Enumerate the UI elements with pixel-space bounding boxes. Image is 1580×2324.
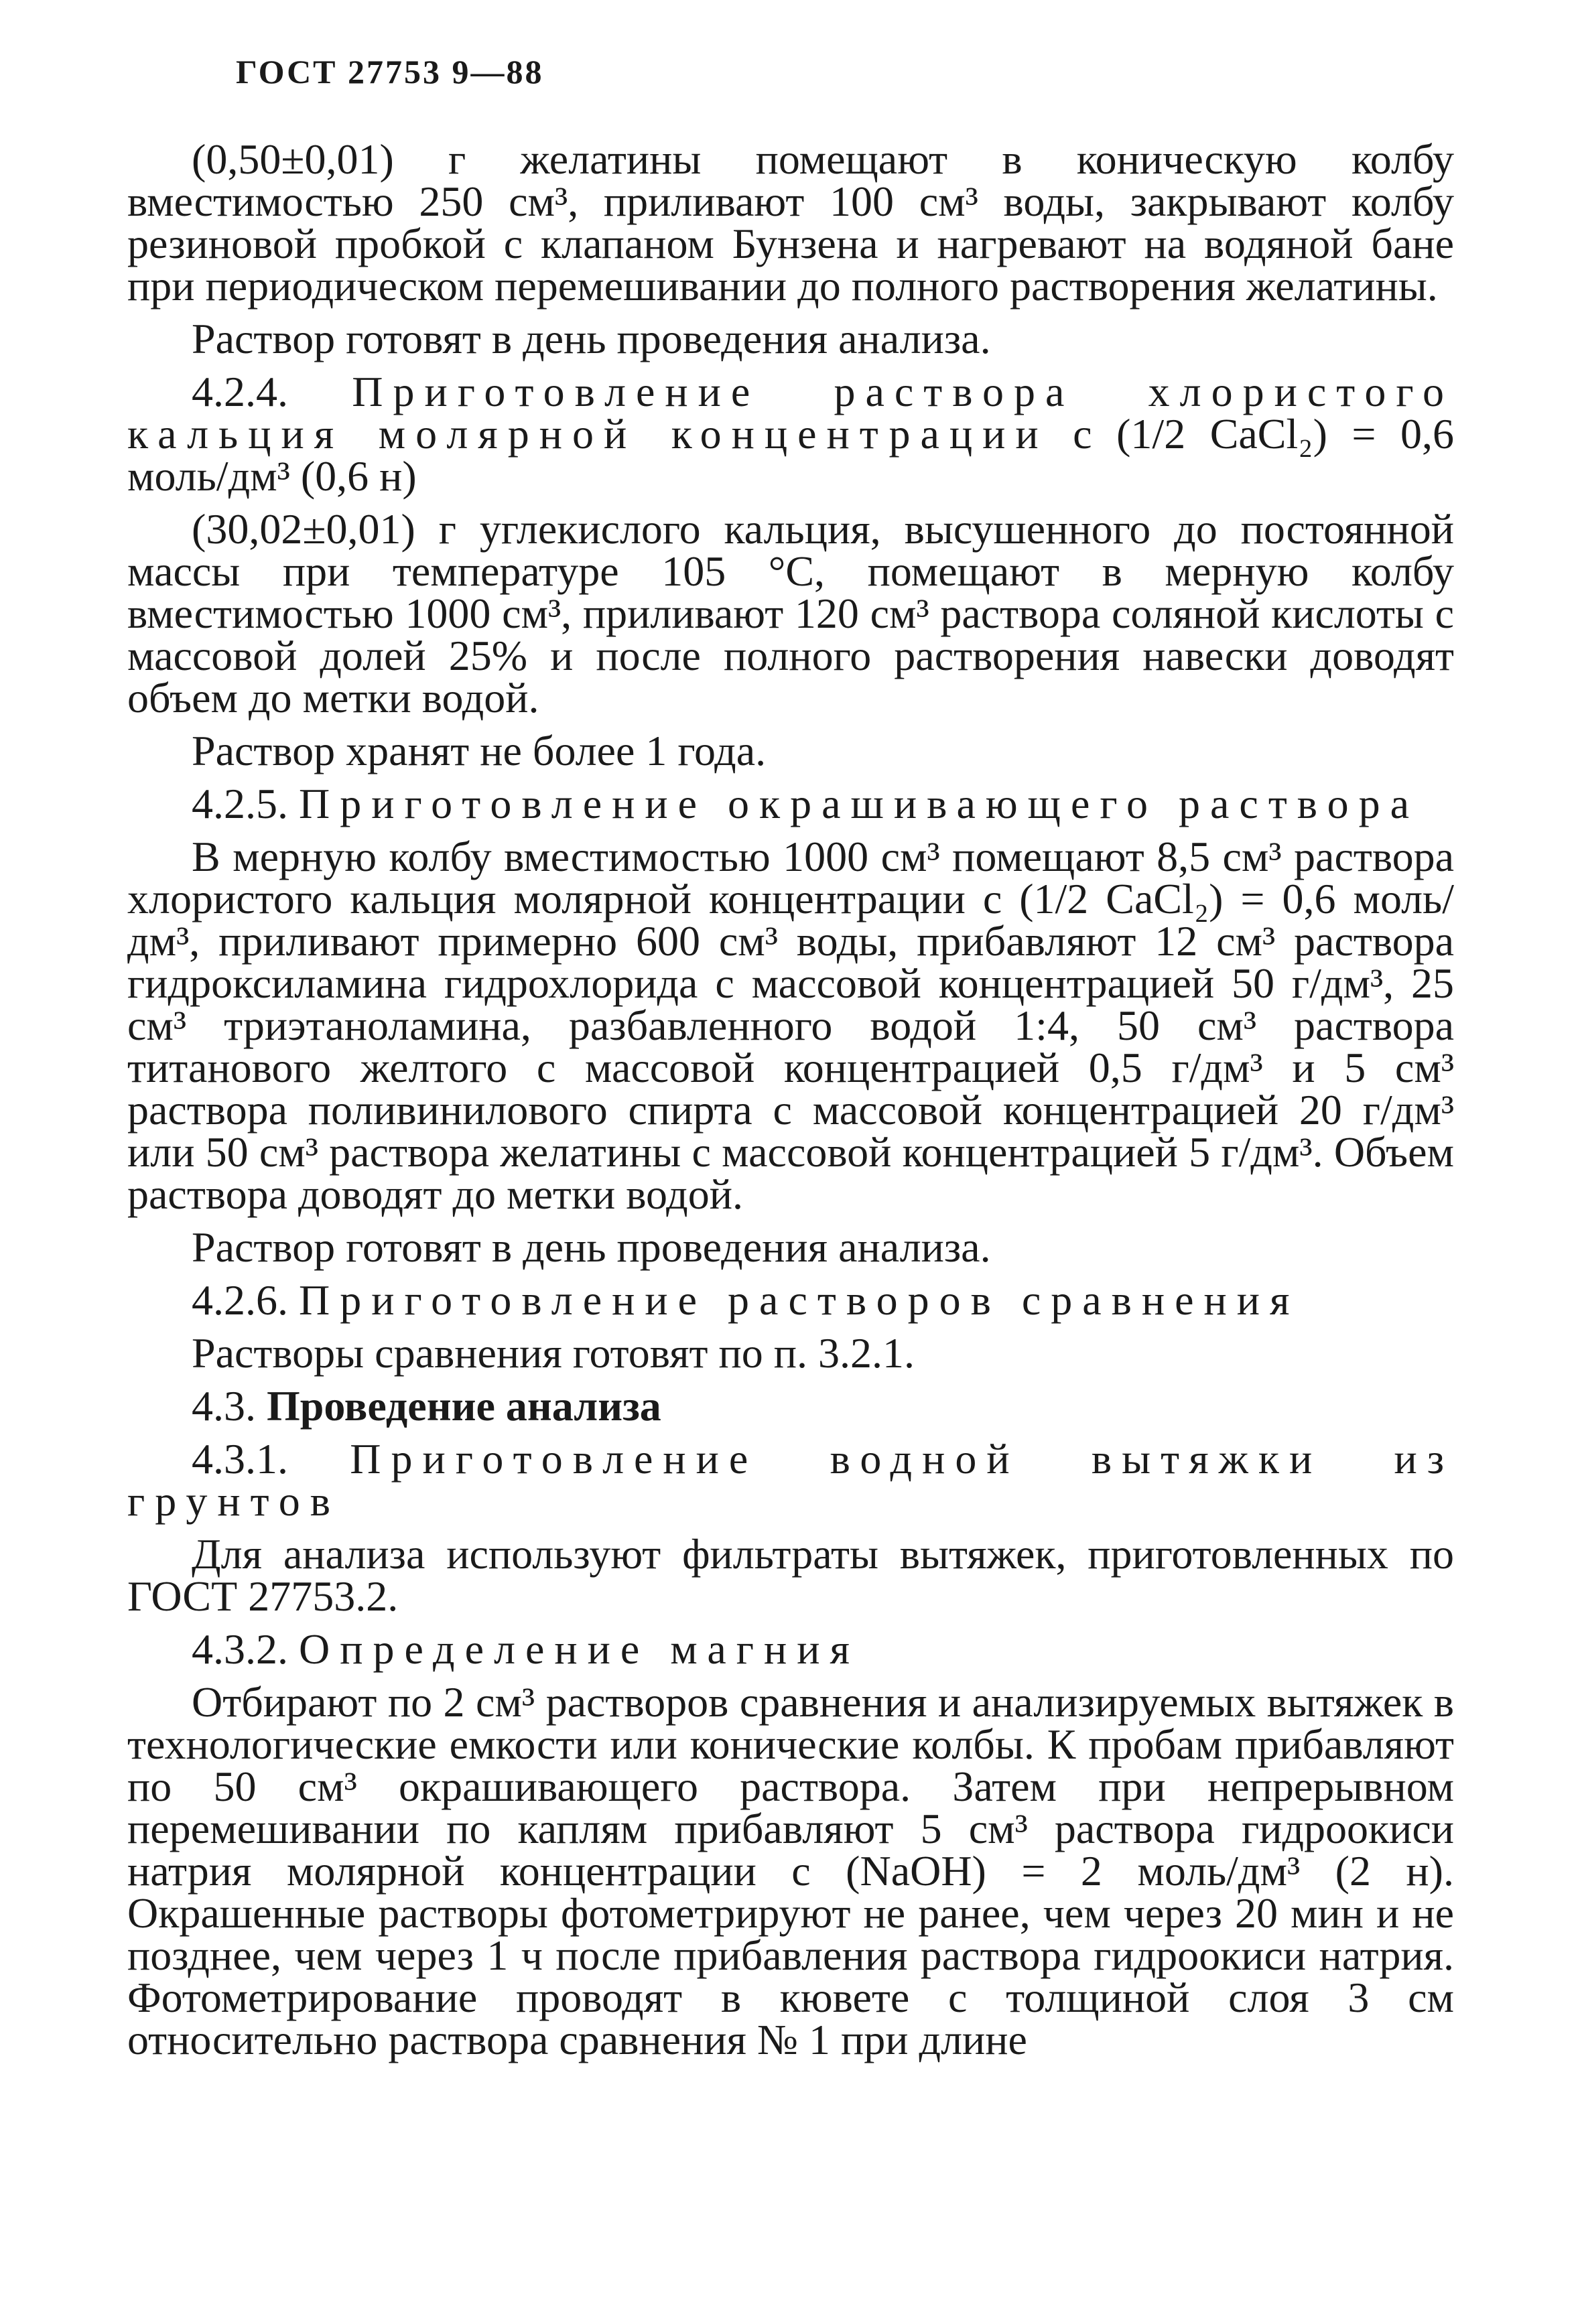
section-number: 4.3. <box>192 1382 256 1430</box>
section-title: Приготовление водной вытяжки из грунтов <box>127 1435 1455 1525</box>
section-number: 4.3.1. <box>192 1435 288 1483</box>
paragraph: В мерную колбу вместимостью 1000 см³ помещают 8,5 см³ раствора хлористого кальция молярной концентрации c (1/2 CaCl₂) = 0,6 моль/дм³, приливают примерно 600 см³ воды, прибавляют 12 см³ раствора гидроксиламина гидрохлорида с массовой концентрацией 50 г/дм³, 25 см³ триэтаноламина, разбавленного водой 1:4, 50 см³ раствора титанового желтого с массовой концентрацией 0,5 г/дм³ и 5 см³ раствора поливинилового спирта с массовой концентрацией 20 г/дм³ или 50 см³ раствора желатины с массовой концентрацией 5 г/дм³. Объем раствора доводят до метки водой. <box>127 833 1454 1218</box>
section-title: Определение магния <box>299 1625 860 1673</box>
paragraph: Раствор готовят в день проведения анализа. <box>192 315 991 362</box>
section-4-2-4 <box>127 368 1455 500</box>
section-title: Проведение анализа <box>267 1382 661 1430</box>
paragraph: (30,02±0,01) г углекислого кальция, высушенного до постоянной массы при температуре 105 °C, помещают в мерную колбу вместимостью 1000 см³, приливают 120 см³ раствора соляной кислоты с массовой долей 25% и после полного растворения навески доводят объем до метки водой. <box>127 505 1454 722</box>
section-number: 4.2.5. <box>192 780 288 827</box>
section-title: Приготовление раствора хлористого кальция молярной концентрации <box>127 368 1455 458</box>
section-title: Приготовление растворов сравнения <box>299 1276 1300 1324</box>
section-4-3-2 <box>127 1625 1454 1673</box>
section-4-2-6 <box>127 1276 1454 1324</box>
section-number: 4.3.2. <box>192 1625 288 1673</box>
section-4-3 <box>127 1382 1454 1430</box>
section-formula: c (1/2 CaCl₂) = 0,6 моль/дм³ (0,6 н) <box>127 410 1455 500</box>
section-title: Приготовление окрашивающего раствора <box>299 780 1419 827</box>
section-number: 4.2.4. <box>192 368 288 415</box>
section-number: 4.2.6. <box>192 1276 288 1324</box>
paragraph: Отбирают по 2 см³ растворов сравнения и анализируемых вытяжек в технологические емкости или конические колбы. К пробам прибавляют по 50 см³ окрашивающего раствора. Затем при непрерывном перемешивании по каплям прибавляют 5 см³ раствора гидроокиси натрия молярной концентрации c (NaOH) = 2 моль/дм³ (2 н). Окрашенные растворы фотометрируют не ранее, чем через 20 мин и не позднее, чем через 1 ч после прибавления раствора гидроокиси натрия. Фотометрирование проводят в кювете с толщиной слоя 3 см относительно раствора сравнения № 1 при длине <box>127 1678 1454 2063</box>
section-4-2-5 <box>127 782 1454 825</box>
section-4-3-1 <box>127 1435 1455 1525</box>
paragraph: Растворы сравнения готовят по п. 3.2.1. <box>192 1329 915 1377</box>
paragraph: Раствор хранят не более 1 года. <box>192 727 767 774</box>
document-body <box>127 135 1455 2071</box>
page-header: ГОСТ 27753 9—88 <box>236 53 544 90</box>
paragraph: (0,50±0,01) г желатины помещают в коническую колбу вместимостью 250 см³, приливают 100 см³ воды, закрывают колбу резиновой пробкой с клапаном Бунзена и нагревают на водяной бане при периодическом перемешивании до полного растворения желатины. <box>127 135 1454 310</box>
paragraph: Раствор готовят в день проведения анализа. <box>192 1223 991 1271</box>
paragraph: Для анализа используют фильтраты вытяжек, приготовленных по ГОСТ 27753.2. <box>127 1530 1454 1620</box>
